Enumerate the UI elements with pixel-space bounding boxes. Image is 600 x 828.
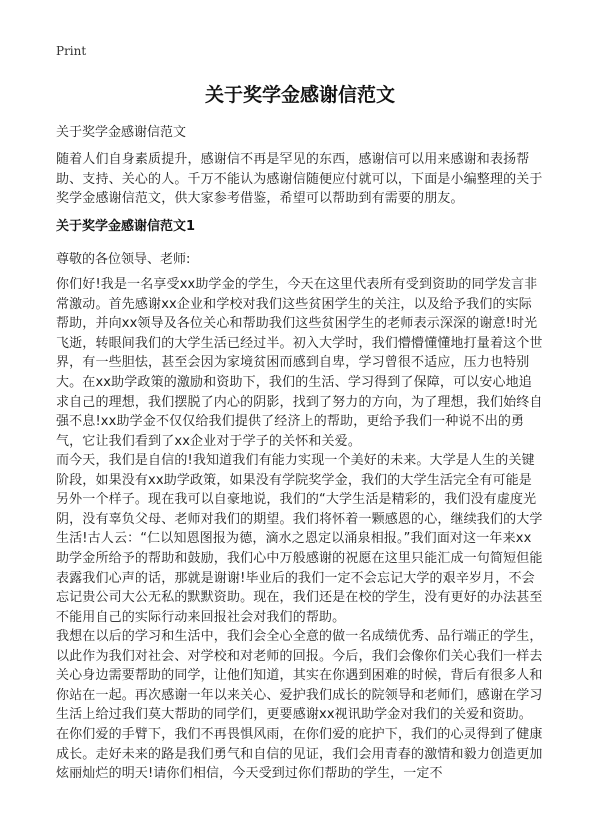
body-paragraph-3: 我想在以后的学习和生活中，我们会全心全意的做一名成绩优秀、品行端正的学生，以此作为我们对社会、对学校和对老师的回报。今后，我们会像你们关心我们一样去关心身边需要帮助的同学，让他们知道，其实在你遇到困难的时候，背后有很多人和你站在一起。再次感谢一年以来关心、爱护我们成长的院领导和老师们，感谢在学习生活上给过我们莫大帮助的同学们，更要感谢xx视讯助学金对我们的关爱和资助。在你们爱的手臂下，我们不再畏惧风雨，在你们爱的庇护下，我们的心灵得到了健康成长。走好未来的路是我们勇气和自信的见证，我们会用青春的激情和毅力创造更加炫丽灿烂的明天!请你们相信，今天受到过你们帮助的学生，一定不: [56, 629, 543, 782]
print-link[interactable]: Print: [56, 44, 87, 58]
intro-paragraph: 随着人们自身素质提升，感谢信不再是罕见的东西，感谢信可以用来感谢和表扬帮助、支持、关心的人。千万不能认为感谢信随便应付就可以，下面是小编整理的关于奖学金感谢信范文，供大家参考借鉴，希望可以帮助到有需要的朋友。: [56, 152, 543, 207]
letter-greeting: 尊敬的各位领导、老师:: [56, 252, 191, 267]
section-heading: 关于奖学金感谢信范文1: [56, 219, 196, 234]
page-title: 关于奖学金感谢信范文: [204, 84, 395, 106]
body-paragraph-1: 你们好!我是一名享受xx助学金的学生，今天在这里代表所有受到资助的同学发言非常激动。首先感谢xx企业和学校对我们这些贫困学生的关注，以及给予我们的实际帮助，并向xx领导及各位关心和帮助我们这些贫困学生的老师表示深深的谢意!时光飞逝，转眼间我们的大学生活已经过半。初入大学时，我们懵懵懂懂地打量着这个世界，有一些胆怯，甚至会因为家境贫困而感到自卑，学习曾很不适应，压力也特别大。在xx助学政策的激励和资助下，我们的生活、学习得到了保障，可以安心地追求自己的理想，我们摆脱了内心的阴影，找到了努力的方向，为了理想，我们始终自强不息!xx助学金不仅仅给我们提供了经济上的帮助，更给予我们一种说不出的勇气，它让我们看到了xx企业对于学子的关怀和关爱。: [56, 277, 543, 449]
document-subtitle: 关于奖学金感谢信范文: [56, 125, 187, 140]
body-paragraph-2: 而今天，我们是自信的!我知道我们有能力实现一个美好的未来。大学是人生的关键阶段，如果没有xx助学政策，如果没有学院奖学金，我们的大学生活完全有可能是另外一个样子。现在我可以自豪地说，我们的“大学生活是精彩的，我们没有虚度光阴，没有辜负父母、老师对我们的期望。我们将怀着一颗感恩的心，继续我们的大学生活!古人云：“仁以知恩图报为德，滴水之恩定以涌泉相报。”我们面对这一年来xx助学金所给予的帮助和鼓励，我们心中万般感谢的祝愿在这里只能汇成一句简短但能表露我们心声的话，那就是谢谢!毕业后的我们一定不会忘记大学的艰辛岁月，不会忘记贵公司大公无私的默默资助。现在，我们还是在校的学生，没有更好的办法甚至不能用自己的实际行动来回报社会对我们的帮助。: [56, 453, 543, 625]
